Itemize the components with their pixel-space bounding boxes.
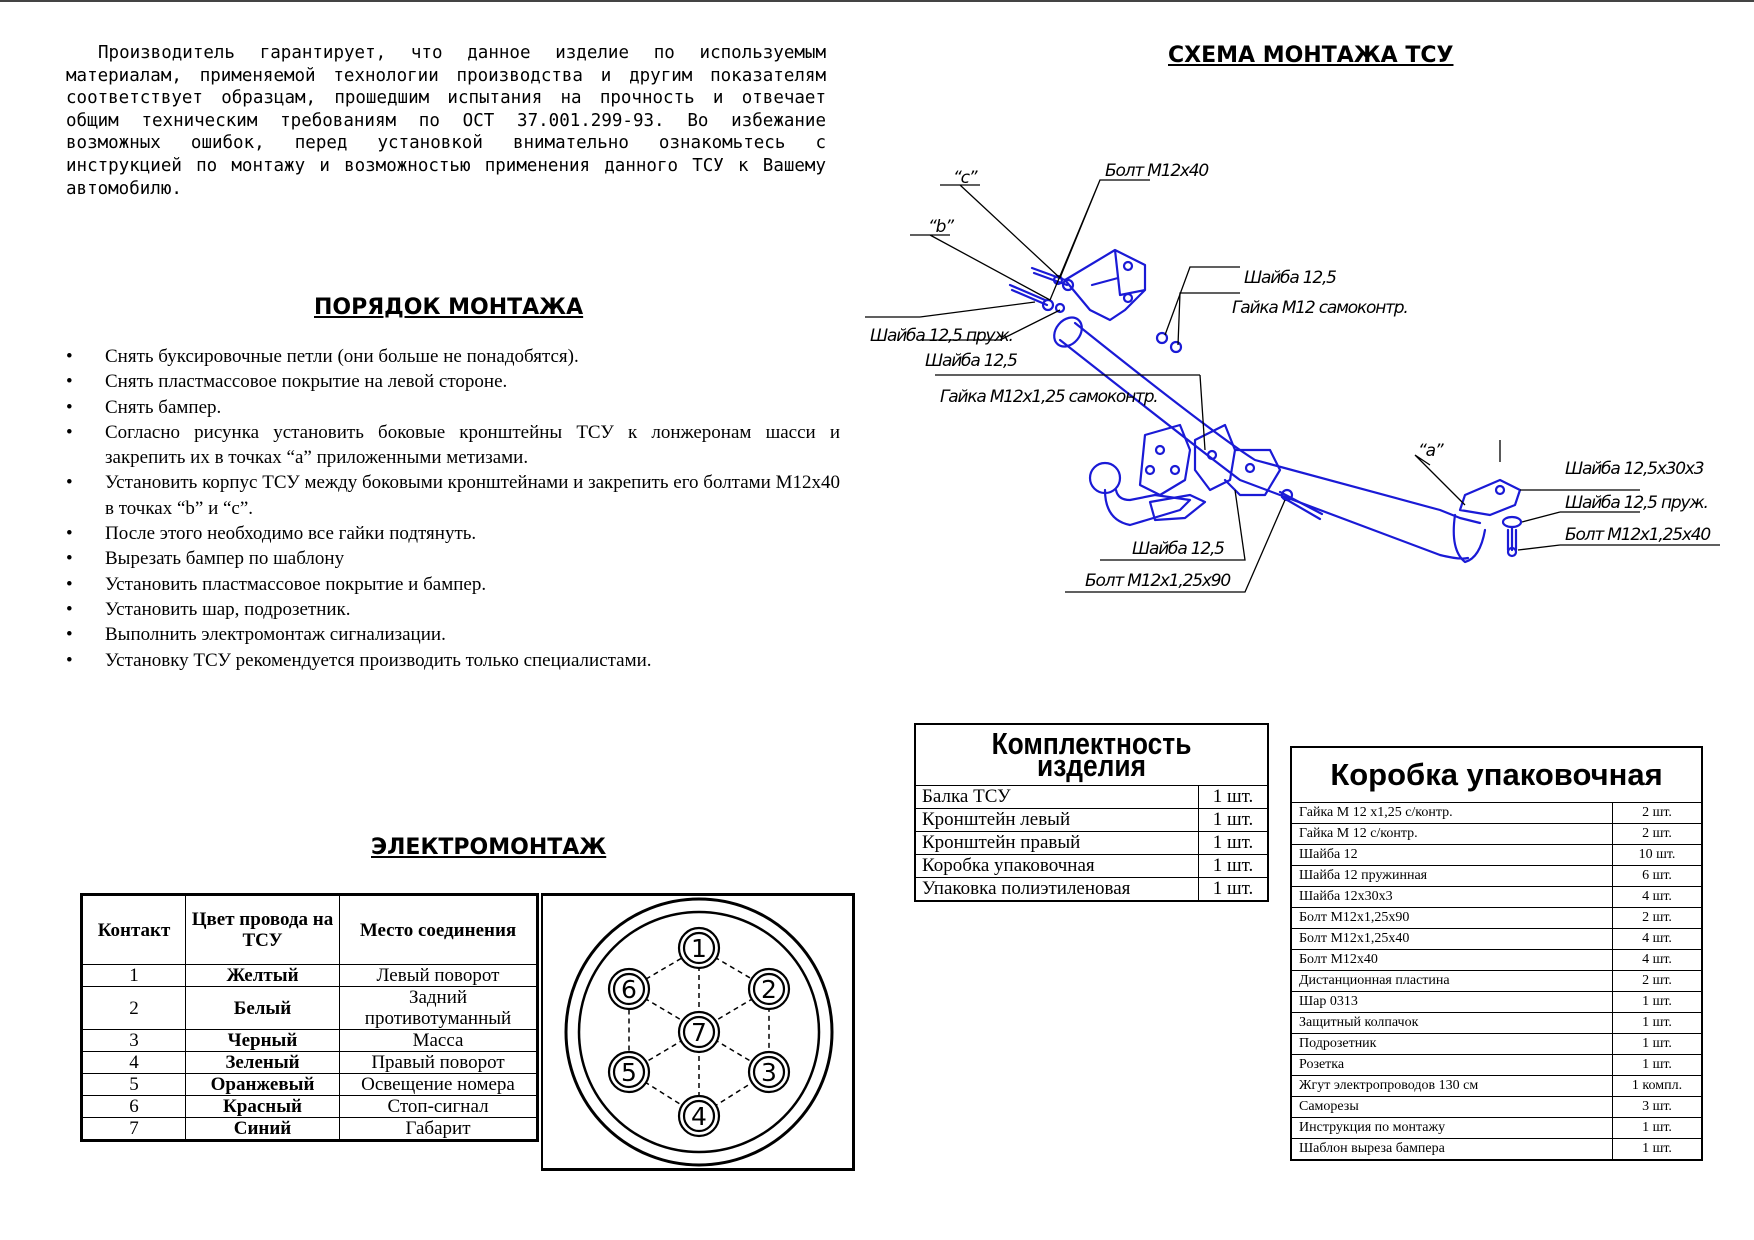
end-washer bbox=[1503, 517, 1521, 527]
wire-color: Оранжевый bbox=[186, 1074, 340, 1096]
socket-pin bbox=[749, 969, 789, 1009]
completeness-table bbox=[914, 723, 1269, 902]
socket-pin bbox=[679, 928, 719, 968]
wiring-table bbox=[80, 893, 539, 1142]
item-name: Кронштейн правый bbox=[915, 832, 1199, 855]
item-qty: 1 шт. bbox=[1613, 1118, 1703, 1139]
completeness-row bbox=[915, 809, 1268, 832]
item-qty: 1 шт. bbox=[1199, 878, 1269, 902]
item-name: Саморезы bbox=[1291, 1097, 1613, 1118]
item-name: Подрозетник bbox=[1291, 1034, 1613, 1055]
install-step: • Снять бампер. bbox=[62, 395, 840, 420]
item-qty: 2 шт. bbox=[1613, 824, 1703, 845]
label-bolt-m12x1-25x40: Болт М12х1,25х40 bbox=[1565, 525, 1710, 545]
item-name: Болт М12х40 bbox=[1291, 950, 1613, 971]
socket-pin-number: 6 bbox=[621, 975, 637, 1004]
ball-neck bbox=[1105, 490, 1190, 525]
connection-place: Масса bbox=[340, 1030, 538, 1052]
label-washer-left: Шайба 12,5 bbox=[925, 351, 1017, 371]
item-qty: 2 шт. bbox=[1613, 971, 1703, 992]
wiring-row bbox=[82, 1030, 538, 1052]
wire-color: Синий bbox=[186, 1118, 340, 1141]
scheme-title: СХЕМА МОНТАЖА ТСУ bbox=[1168, 43, 1454, 68]
label-spring-washer-left: Шайба 12,5 пруж. bbox=[870, 326, 1013, 346]
package-row bbox=[1291, 824, 1702, 845]
header-contact: Контакт bbox=[82, 895, 186, 965]
package-title: Коробка упаковочная bbox=[1291, 747, 1702, 803]
assembly-drawing bbox=[860, 150, 1740, 610]
socket-diagram bbox=[543, 896, 853, 1168]
item-name: Коробка упаковочная bbox=[915, 855, 1199, 878]
item-qty: 1 шт. bbox=[1199, 786, 1269, 809]
connection-place: Освещение номера bbox=[340, 1074, 538, 1096]
item-qty: 4 шт. bbox=[1613, 929, 1703, 950]
bracket-hole bbox=[1124, 262, 1132, 270]
install-title: ПОРЯДОК МОНТАЖА bbox=[314, 295, 584, 320]
leader-washer-top bbox=[1165, 267, 1240, 335]
left-bracket bbox=[1065, 250, 1145, 320]
socket-pin-number: 4 bbox=[691, 1102, 707, 1131]
plate-hole bbox=[1171, 466, 1179, 474]
install-step: • После этого необходимо все гайки подтянуть. bbox=[62, 521, 840, 546]
package-table bbox=[1290, 746, 1703, 1161]
label-bolt-m12x1-25x90: Болт М12х1,25х90 bbox=[1085, 571, 1230, 591]
end-bracket-hole bbox=[1496, 486, 1504, 494]
item-qty: 1 шт. bbox=[1613, 992, 1703, 1013]
package-row bbox=[1291, 1013, 1702, 1034]
bolt-90 bbox=[1280, 492, 1322, 519]
package-row bbox=[1291, 887, 1702, 908]
install-step: • Снять буксировочные петли (они больше не понадобятся). bbox=[62, 344, 840, 369]
install-step: • Снять пластмассовое покрытие на левой стороне. bbox=[62, 369, 840, 394]
socket-pin-number: 7 bbox=[691, 1018, 707, 1047]
wiring-row bbox=[82, 1052, 538, 1074]
beam-left-end bbox=[1049, 312, 1088, 352]
contact-number: 1 bbox=[82, 965, 186, 987]
item-name: Розетка bbox=[1291, 1055, 1613, 1076]
item-qty: 1 шт. bbox=[1613, 1013, 1703, 1034]
item-qty: 1 шт. bbox=[1613, 1139, 1703, 1161]
end-bolt bbox=[1508, 527, 1516, 550]
socket-pin-number: 3 bbox=[761, 1058, 777, 1087]
leader-spring-washer bbox=[865, 302, 1035, 317]
package-row bbox=[1291, 1118, 1702, 1139]
item-name: Кронштейн левый bbox=[915, 809, 1199, 832]
wiring-row bbox=[82, 987, 538, 1030]
item-name: Балка ТСУ bbox=[915, 786, 1199, 809]
label-nut-m12x1-25: Гайка М12х1,25 самоконтр. bbox=[940, 387, 1158, 407]
contact-number: 5 bbox=[82, 1074, 186, 1096]
item-name: Болт М12х1,25х40 bbox=[1291, 929, 1613, 950]
item-qty: 1 компл. bbox=[1613, 1076, 1703, 1097]
connection-place: Задний противотуманный bbox=[340, 987, 538, 1030]
socket-pin-number: 1 bbox=[691, 934, 707, 963]
completeness-row bbox=[915, 786, 1268, 809]
item-name: Упаковка полиэтиленовая bbox=[915, 878, 1199, 902]
socket-pin bbox=[609, 969, 649, 1009]
connection-place: Левый поворот bbox=[340, 965, 538, 987]
socket-pin-number: 5 bbox=[621, 1058, 637, 1087]
item-name: Шар 0313 bbox=[1291, 992, 1613, 1013]
item-name: Шайба 12 пружинная bbox=[1291, 866, 1613, 887]
wire-color: Черный bbox=[186, 1030, 340, 1052]
bracket-hole bbox=[1124, 294, 1132, 302]
item-name: Инструкция по монтажу bbox=[1291, 1118, 1613, 1139]
wiring-row bbox=[82, 965, 538, 987]
install-step: • Установить корпус ТСУ между боковыми кронштейнами и закрепить его болтами М12х40 в точках “b” и “c”. bbox=[62, 470, 840, 521]
install-steps-list bbox=[62, 344, 840, 673]
connection-place: Правый поворот bbox=[340, 1052, 538, 1074]
install-step: • Установку ТСУ рекомендуется производить только специалистами. bbox=[62, 648, 840, 673]
package-row bbox=[1291, 1139, 1702, 1161]
label-washer-top: Шайба 12,5 bbox=[1244, 268, 1336, 288]
item-name: Дистанционная пластина bbox=[1291, 971, 1613, 992]
right-side-bracket bbox=[1195, 425, 1280, 495]
plate-hole bbox=[1146, 466, 1154, 474]
package-row bbox=[1291, 908, 1702, 929]
completeness-row bbox=[915, 832, 1268, 855]
package-row bbox=[1291, 1034, 1702, 1055]
wire-color: Красный bbox=[186, 1096, 340, 1118]
package-row bbox=[1291, 803, 1702, 824]
item-qty: 4 шт. bbox=[1613, 950, 1703, 971]
install-step: • Выполнить электромонтаж сигнализации. bbox=[62, 622, 840, 647]
bracket-hole bbox=[1246, 464, 1254, 472]
completeness-title: Комплектность изделия bbox=[941, 724, 1241, 786]
wiring-row bbox=[82, 1118, 538, 1141]
label-washer-30x3: Шайба 12,5х30х3 bbox=[1565, 459, 1704, 479]
wire-color: Белый bbox=[186, 987, 340, 1030]
wiring-row bbox=[82, 1096, 538, 1118]
item-name: Жгут электропроводов 130 см bbox=[1291, 1076, 1613, 1097]
install-step: • Установить пластмассовое покрытие и бампер. bbox=[62, 572, 840, 597]
package-row bbox=[1291, 1076, 1702, 1097]
item-name: Защитный колпачок bbox=[1291, 1013, 1613, 1034]
leader-bolt-40 bbox=[1518, 545, 1720, 550]
package-row bbox=[1291, 992, 1702, 1013]
socket-diagram-box bbox=[541, 893, 855, 1171]
item-name: Шайба 12х30х3 bbox=[1291, 887, 1613, 908]
leader-spring-washer-right bbox=[1522, 512, 1640, 522]
wiring-row bbox=[82, 1074, 538, 1096]
electro-title: ЭЛЕКТРОМОНТАЖ bbox=[371, 835, 607, 860]
socket-pin bbox=[679, 1012, 719, 1052]
bolt-bc bbox=[1010, 268, 1067, 305]
connection-place: Габарит bbox=[340, 1118, 538, 1141]
plate-hole bbox=[1156, 446, 1164, 454]
label-point-b: “b” bbox=[928, 217, 953, 237]
wire-color: Желтый bbox=[186, 965, 340, 987]
item-qty: 2 шт. bbox=[1613, 908, 1703, 929]
tow-ball bbox=[1090, 463, 1120, 493]
item-qty: 1 шт. bbox=[1199, 832, 1269, 855]
item-name: Гайка М 12 с/контр. bbox=[1291, 824, 1613, 845]
package-row bbox=[1291, 1097, 1702, 1118]
header-connection: Место соединения bbox=[340, 895, 538, 965]
label-bolt-m12x40: Болт М12х40 bbox=[1105, 161, 1209, 181]
end-bracket bbox=[1460, 480, 1520, 515]
leader-b bbox=[910, 235, 1050, 300]
item-name: Болт М12х1,25х90 bbox=[1291, 908, 1613, 929]
completeness-row bbox=[915, 855, 1268, 878]
connection-place: Стоп-сигнал bbox=[340, 1096, 538, 1118]
top-border-line bbox=[0, 0, 1754, 2]
item-name: Гайка М 12 х1,25 с/контр. bbox=[1291, 803, 1613, 824]
leader-c bbox=[940, 185, 1060, 278]
item-qty: 4 шт. bbox=[1613, 887, 1703, 908]
contact-number: 6 bbox=[82, 1096, 186, 1118]
item-name: Шайба 12 bbox=[1291, 845, 1613, 866]
socket-pin bbox=[679, 1096, 719, 1136]
package-row bbox=[1291, 950, 1702, 971]
socket-pin-number: 2 bbox=[761, 975, 777, 1004]
item-qty: 1 шт. bbox=[1613, 1055, 1703, 1076]
package-row bbox=[1291, 845, 1702, 866]
item-name: Шаблон выреза бампера bbox=[1291, 1139, 1613, 1161]
item-qty: 1 шт. bbox=[1199, 855, 1269, 878]
completeness-row bbox=[915, 878, 1268, 902]
label-point-c: “c” bbox=[953, 168, 977, 188]
item-qty: 1 шт. bbox=[1613, 1034, 1703, 1055]
install-step: • Согласно рисунка установить боковые кронштейны ТСУ к лонжеронам шасси и закрепить их в точках “a” приложенными метизами. bbox=[62, 420, 840, 471]
item-qty: 6 шт. bbox=[1613, 866, 1703, 887]
contact-number: 7 bbox=[82, 1118, 186, 1141]
contact-number: 2 bbox=[82, 987, 186, 1030]
socket-pin bbox=[609, 1052, 649, 1092]
item-qty: 3 шт. bbox=[1613, 1097, 1703, 1118]
label-washer-bottom: Шайба 12,5 bbox=[1132, 539, 1224, 559]
header-wire-color: Цвет провода на ТСУ bbox=[186, 895, 340, 965]
top-nut bbox=[1171, 342, 1181, 352]
install-step: • Установить шар, подрозетник. bbox=[62, 597, 840, 622]
package-row bbox=[1291, 929, 1702, 950]
package-row bbox=[1291, 971, 1702, 992]
item-qty: 10 шт. bbox=[1613, 845, 1703, 866]
leader-nut-m12 bbox=[1178, 293, 1240, 345]
socket-pin bbox=[749, 1052, 789, 1092]
label-nut-m12: Гайка М12 самоконтр. bbox=[1232, 298, 1408, 318]
item-qty: 2 шт. bbox=[1613, 803, 1703, 824]
contact-number: 3 bbox=[82, 1030, 186, 1052]
item-qty: 1 шт. bbox=[1199, 809, 1269, 832]
label-point-a: “a” bbox=[1418, 441, 1443, 461]
wire-color: Зеленый bbox=[186, 1052, 340, 1074]
install-step: • Вырезать бампер по шаблону bbox=[62, 546, 840, 571]
warranty-paragraph: Производитель гарантирует, что данное изделие по используемым материалам, применяемой технологии производства и другим показателям соответствует образцам, прошедшим испытания на прочность и отвечает общим техническим требованиям по ОСТ 37.001.299-93. Во избежание возможных ошибок, перед установкой внимательно ознакомьтесь с инструкцией по монтажу и возможностью применения данного ТСУ к Вашему автомобилю. bbox=[66, 43, 826, 199]
package-row bbox=[1291, 866, 1702, 887]
label-spring-washer-right: Шайба 12,5 пруж. bbox=[1565, 493, 1708, 513]
contact-number: 4 bbox=[82, 1052, 186, 1074]
package-row bbox=[1291, 1055, 1702, 1076]
